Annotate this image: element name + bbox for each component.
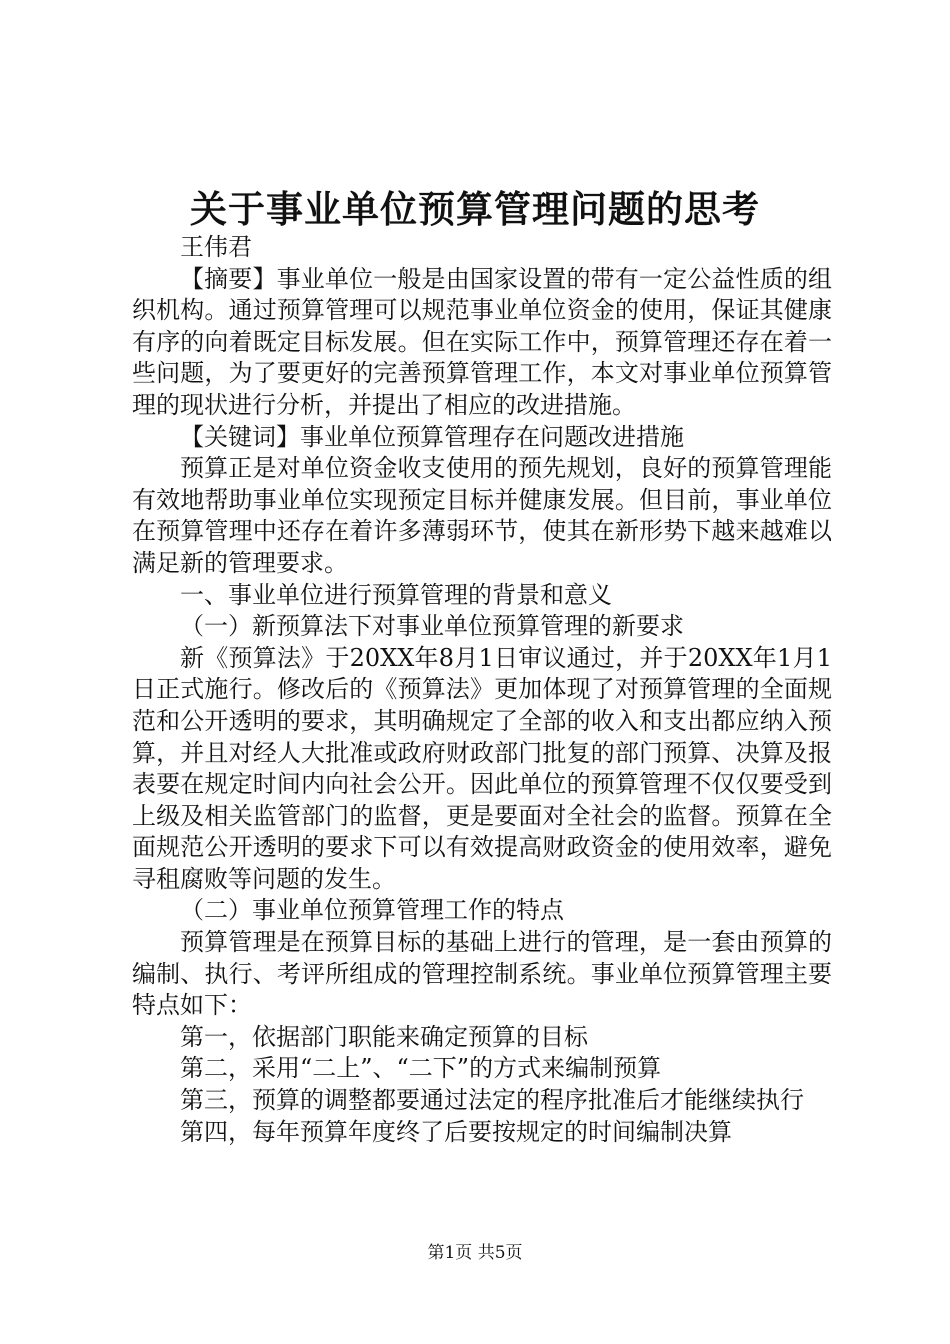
paragraph-abstract: 【摘要】事业单位一般是由国家设置的带有一定公益性质的组织机构。通过预算管理可以规范事业单位资金的使用，保证其健康有序的向着既定目标发展。但在实际工作中，预算管理还存在着一些问题，为了要更好的完善预算管理工作，本文对事业单位预算管理的现状进行分析，并提出了相应的改进措施。 (132, 264, 832, 419)
list-item-3: 第三，预算的调整都要通过法定的程序批准后才能继续执行 (180, 1086, 804, 1115)
list-item-2: 第二，采用“二上”、“二下”的方式来编制预算 (180, 1054, 662, 1083)
paragraph-intro: 预算正是对单位资金收支使用的预先规划，良好的预算管理能有效地帮助事业单位实现预定目标并健康发展。但目前，事业单位在预算管理中还存在着许多薄弱环节，使其在新形势下越来越难以满足新的管理要求。 (132, 454, 832, 577)
section-heading-1: 一、事业单位进行预算管理的背景和意义 (180, 580, 612, 609)
paragraph-new-budget-law: 新《预算法》于20XX年8月1日审议通过，并于20XX年1月1日正式施行。修改后的《预算法》更加体现了对预算管理的全面规范和公开透明的要求，其明确规定了全部的收入和支出都应纳入预算，并且对经人大批准或政府财政部门批复的部门预算、决算及报表要在规定时间内向社会公开。因此单位的预算管理不仅仅要受到上级及相关监管部门的监督，更是要面对全社会的监督。预算在全面规范公开透明的要求下可以有效提高财政资金的使用效率，避免寻租腐败等问题的发生。 (132, 643, 832, 893)
paragraph-keywords: 【关键词】事业单位预算管理存在问题改进措施 (180, 422, 684, 451)
paragraph-budget-features: 预算管理是在预算目标的基础上进行的管理，是一套由预算的编制、执行、考评所组成的管理控制系统。事业单位预算管理主要特点如下： (132, 928, 832, 1020)
author-name: 王伟君 (180, 233, 252, 261)
subsection-heading-1: （一）新预算法下对事业单位预算管理的新要求 (180, 612, 684, 641)
document-body (132, 232, 832, 1148)
document-title: 关于事业单位预算管理问题的思考 (190, 187, 760, 231)
subsection-heading-2: （二）事业单位预算管理工作的特点 (180, 896, 564, 925)
page-footer: 第1页 共5页 (427, 1243, 523, 1263)
list-item-1: 第一，依据部门职能来确定预算的目标 (180, 1022, 588, 1051)
list-item-4: 第四，每年预算年度终了后要按规定的时间编制决算 (180, 1117, 732, 1146)
